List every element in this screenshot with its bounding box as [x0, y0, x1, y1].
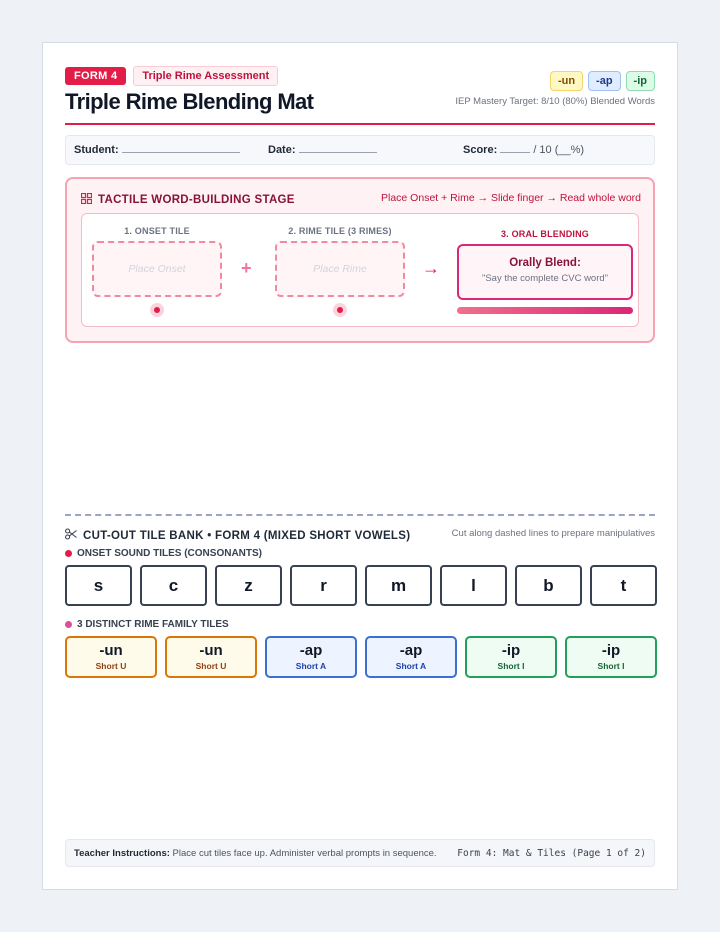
blend-subtitle: "Say the complete CVC word" — [481, 273, 609, 284]
rime-tile-text: -ap — [399, 642, 423, 659]
onset-tile[interactable]: z — [215, 565, 282, 606]
page-title: Triple Rime Blending Mat — [65, 89, 314, 114]
rime-chip-ip: -ip — [626, 71, 655, 91]
rime-tile-text: -un — [99, 642, 123, 659]
mastery-target: IEP Mastery Target: 8/10 (80%) Blended Words — [455, 96, 655, 107]
onset-section-text: ONSET SOUND TILES (CONSONANTS) — [77, 548, 263, 559]
date-line[interactable] — [299, 144, 377, 153]
date-label: Date: — [268, 144, 296, 156]
stage-hint: Place Onset + Rime → Slide finger → Read whole word — [381, 192, 641, 204]
instructions-label: Teacher Instructions: — [74, 848, 170, 859]
stage-inner-panel — [81, 213, 639, 327]
onset-tile[interactable]: s — [65, 565, 132, 606]
grid-icon — [81, 191, 92, 209]
oral-blend-box — [457, 244, 633, 300]
rime-tile-vowel: Short U — [195, 661, 227, 671]
onset-slot-label: 1. ONSET TILE — [124, 226, 190, 236]
cut-line — [65, 514, 655, 516]
rime-tile-vowel: Short U — [95, 661, 127, 671]
score-line[interactable] — [500, 144, 530, 153]
rime-tile-un[interactable] — [65, 636, 157, 678]
onset-anchor-dot — [150, 303, 164, 317]
rime-chip-ap: -ap — [588, 71, 621, 91]
stage-heading — [81, 191, 295, 209]
rime-tile-vowel: Short A — [295, 661, 327, 671]
tile-bank-hint: Cut along dashed lines to prepare manipulatives — [451, 528, 655, 539]
rime-bullet-icon — [65, 621, 72, 628]
student-label: Student: — [74, 144, 119, 156]
tile-bank-heading — [65, 527, 410, 545]
rime-slot-label: 2. RIME TILE (3 RIMES) — [288, 226, 392, 236]
header-divider — [65, 123, 655, 125]
instructions-text: Place cut tiles face up. Administer verbal prompts in sequence. — [172, 848, 437, 859]
onset-section-label — [65, 548, 262, 559]
onset-tile-row — [65, 565, 657, 606]
scissors-icon — [65, 527, 77, 545]
rime-section-label — [65, 619, 229, 630]
teacher-instructions-footer — [65, 839, 655, 867]
stage-title: TACTILE WORD-BUILDING STAGE — [98, 194, 295, 206]
student-name-line[interactable] — [122, 144, 240, 153]
arrow-icon: → — [422, 258, 440, 278]
date-field — [268, 144, 377, 156]
onset-tile[interactable]: b — [515, 565, 582, 606]
word-building-stage — [65, 177, 655, 343]
rime-tile-text: -ip — [501, 642, 521, 659]
rime-tile-un[interactable] — [165, 636, 257, 678]
header-badges — [65, 66, 278, 86]
onset-tile[interactable]: t — [590, 565, 657, 606]
rime-tile-row — [65, 636, 657, 678]
rime-tile-text: -ap — [299, 642, 323, 659]
score-suffix: / 10 (__%) — [533, 144, 585, 156]
plus-sign: + — [241, 258, 252, 278]
instructions — [74, 848, 437, 859]
rime-tile-vowel: Short A — [395, 661, 427, 671]
onset-bullet-icon — [65, 550, 72, 557]
rime-anchor-dot — [333, 303, 347, 317]
rime-tile-text: -un — [199, 642, 223, 659]
form-badge: FORM 4 — [65, 67, 126, 85]
rime-tile-ap[interactable] — [265, 636, 357, 678]
rime-tile-ip[interactable] — [465, 636, 557, 678]
onset-tile[interactable]: l — [440, 565, 507, 606]
page-info: Form 4: Mat & Tiles (Page 1 of 2) — [457, 848, 646, 859]
blend-slide-bar[interactable] — [457, 307, 633, 314]
rime-tile-vowel: Short I — [497, 661, 525, 671]
onset-drop-slot[interactable]: Place Onset — [92, 241, 222, 297]
rime-chip-un: -un — [550, 71, 583, 91]
score-label: Score: — [463, 144, 498, 156]
rime-tile-ap[interactable] — [365, 636, 457, 678]
rime-chips — [550, 71, 655, 91]
student-info-bar — [65, 135, 655, 165]
rime-section-text: 3 DISTINCT RIME FAMILY TILES — [77, 619, 229, 630]
score-field — [463, 144, 584, 156]
onset-tile[interactable]: c — [140, 565, 207, 606]
rime-tile-vowel: Short I — [597, 661, 625, 671]
student-field — [74, 144, 240, 156]
onset-tile[interactable]: r — [290, 565, 357, 606]
rime-tile-text: -ip — [601, 642, 621, 659]
tile-bank-title: CUT-OUT TILE BANK • FORM 4 (MIXED SHORT VOWELS) — [83, 530, 411, 542]
rime-tile-ip[interactable] — [565, 636, 657, 678]
blend-title: Orally Blend: — [509, 257, 581, 269]
worksheet-page — [42, 42, 678, 890]
rime-drop-slot[interactable]: Place Rime — [275, 241, 405, 297]
assessment-badge: Triple Rime Assessment — [133, 66, 278, 86]
onset-tile[interactable]: m — [365, 565, 432, 606]
blend-label: 3. ORAL BLENDING — [500, 229, 590, 239]
